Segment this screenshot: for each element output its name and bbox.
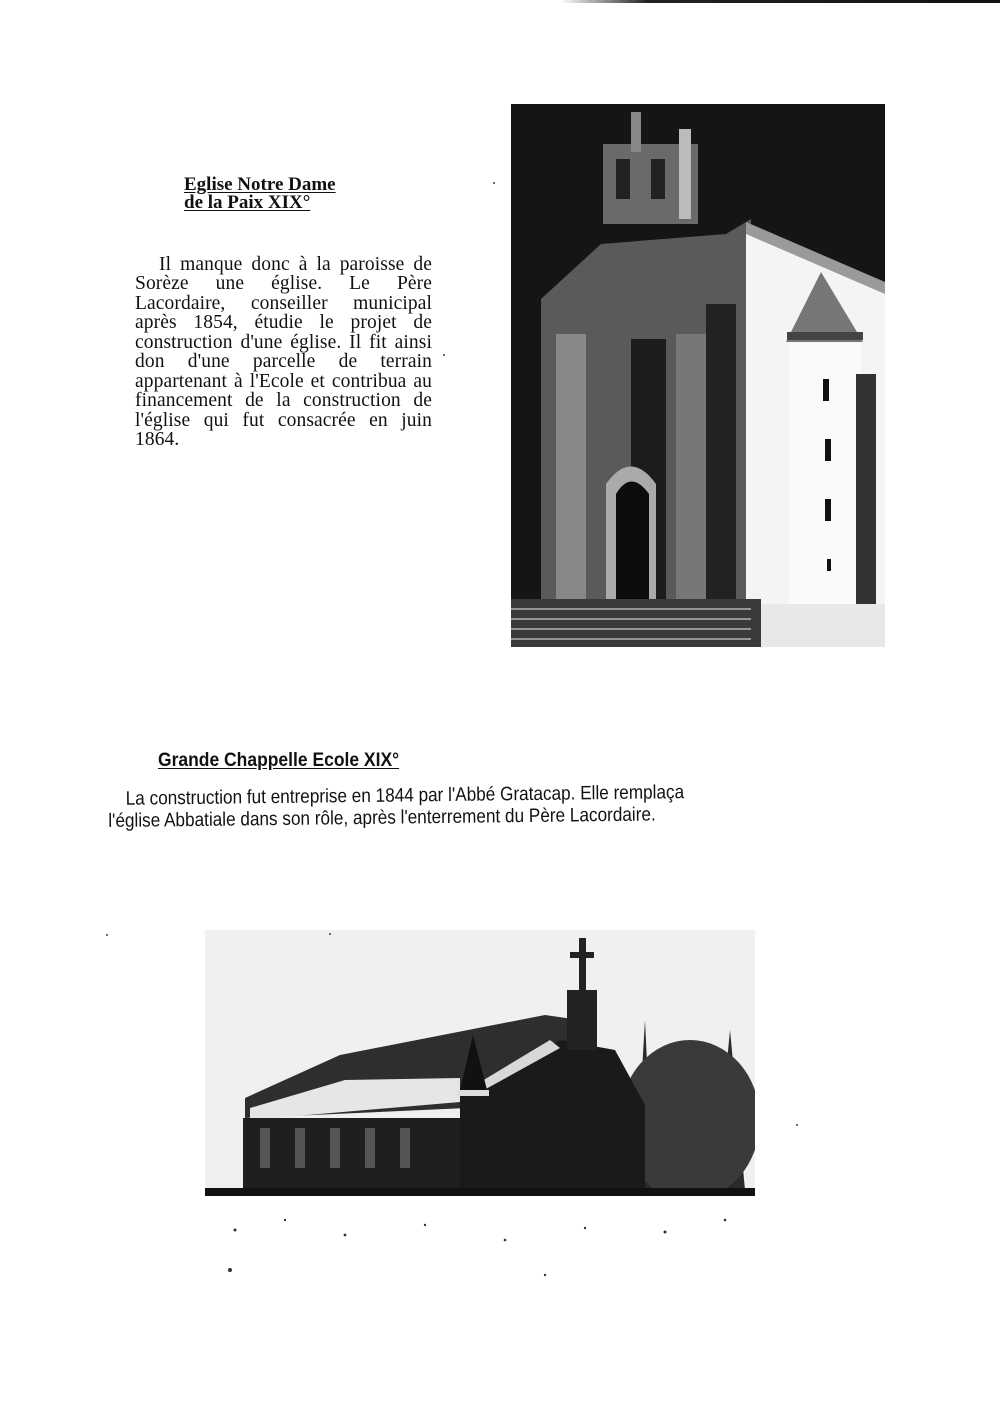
- section2-title: Grande Chappelle Ecole XIX°: [158, 750, 400, 771]
- section1-paragraph: Il manque donc à la paroisse de Sorèze une église. Le Père Lacordaire, conseiller municipal après 1854, étudie le projet de construction d'une église. Il fit ainsi don d'une parcelle de terrain appartenant à l'Ecole et contribua au financement de la construction de l'église qui fut consacrée en juin 1864.: [135, 253, 432, 450]
- section2-paragraph-line1: La construction fut entreprise en 1844 par l'Abbé Gratacap. Elle remplaça: [125, 781, 685, 810]
- section2-paragraph: [108, 780, 804, 832]
- scan-edge: [560, 0, 1000, 3]
- section1-title-line2: de la Paix XIX°: [184, 192, 311, 213]
- church-illustration: [511, 104, 885, 647]
- chapel-illustration: [205, 930, 755, 1285]
- section1-title: [184, 176, 336, 212]
- scan-speck: [106, 934, 108, 936]
- grande-chapelle-photo: [205, 930, 755, 1285]
- section2-paragraph-line2: l'église Abbatiale dans son rôle, après l'enterrement du Père Lacordaire.: [108, 803, 656, 832]
- scan-speck: [493, 182, 495, 184]
- scan-speck: [796, 1124, 798, 1126]
- section1-title-line1: Eglise Notre Dame: [184, 174, 336, 195]
- scan-speck: [329, 933, 331, 935]
- scan-speck: [443, 354, 445, 356]
- church-notre-dame-photo: [511, 104, 885, 647]
